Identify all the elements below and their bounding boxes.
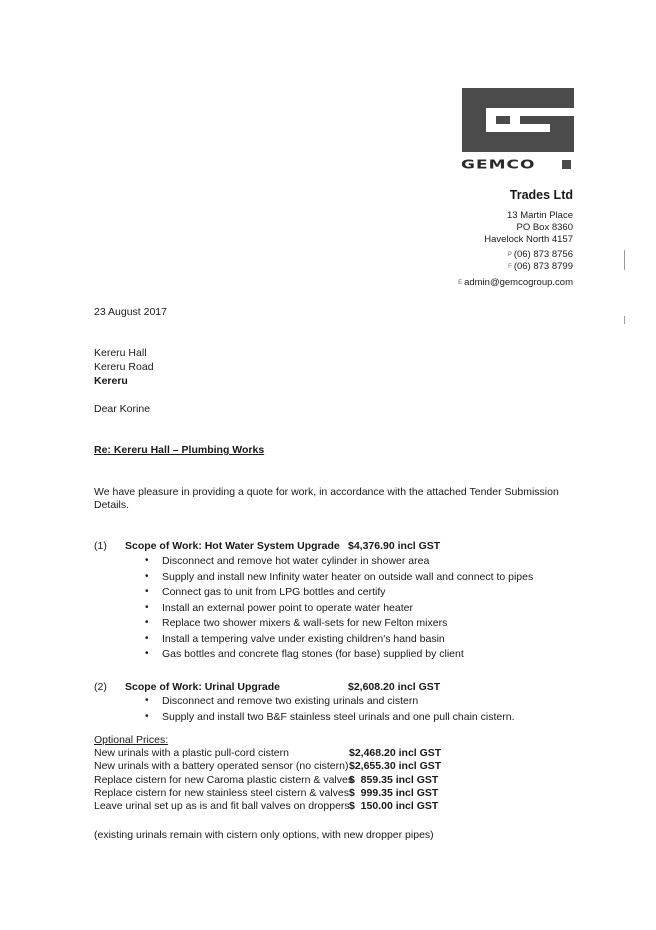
email-address: admin@gemcogroup.com [464,277,573,288]
row-description: New urinals with a battery operated sensor (no cistern) [94,760,349,773]
phone-label: P [507,252,512,258]
table-row [94,760,454,773]
list-item: • Supply and install two B&F stainless steel urinals and one pull chain cistern. [145,710,515,726]
subject-line: Re: Kereru Hall – Plumbing Works [94,444,265,456]
scope2-title: Scope of Work: Urinal Upgrade [125,681,280,693]
address-line3: Havelock North 4157 [484,234,573,245]
list-item: • Install a tempering valve under existing children's hand basin [145,632,533,648]
intro-line1: We have pleasure in providing a quote for work, in accordance with the attached Tender Submission [94,486,559,498]
fax-number: (06) 873 8799 [513,261,573,272]
recipient-line3: Kereru [94,375,128,387]
table-row [94,747,454,760]
scope1-title: Scope of Work: Hot Water System Upgrade [125,540,340,552]
list-item: • Replace two shower mixers & wall-sets for new Felton mixers [145,616,533,632]
row-description: New urinals with a plastic pull-cord cistern [94,747,289,759]
gemco-logo-icon [460,88,576,152]
list-item: • Install an external power point to operate water heater [145,601,533,617]
letter-date: 23 August 2017 [94,306,167,318]
address-line2: PO Box 8360 [516,222,573,233]
row-price: $2,655.30 incl GST [349,760,442,773]
table-row [94,787,454,800]
phone-line [508,249,573,261]
intro-line2: Details. [94,499,130,511]
optional-prices-table [94,747,454,813]
row-price: $ 859.35 incl GST [349,773,439,786]
fax-line [508,261,573,273]
recipient-line2: Kereru Road [94,361,154,373]
optional-note: (existing urinals remain with cistern only options, with new dropper pipes) [94,829,434,841]
row-description: Replace cistern for new stainless steel cistern & valves [94,786,350,799]
list-item: • Disconnect and remove two existing urinals and cistern [145,694,515,710]
scope1-price: $4,376.90 incl GST [348,540,441,552]
table-row [94,774,454,787]
logo-wordmark: GEMCO [461,157,536,172]
list-item: • Disconnect and remove hot water cylinder in shower area [145,554,533,570]
salutation: Dear Korine [94,403,151,415]
fax-label: F [508,264,512,270]
scope2-list [145,694,515,725]
row-description: Replace cistern for new Caroma plastic cistern & valves [94,773,354,786]
email-line [458,277,573,289]
row-price: $ 999.35 incl GST [349,786,439,799]
row-description: Leave urinal set up as is and fit ball valves on droppers [94,800,350,813]
scan-mark [624,316,625,324]
row-price: $2,468.20 incl GST [349,747,442,759]
phone-number: (06) 873 8756 [513,249,573,260]
scope2-number: (2) [94,681,107,693]
scope1-number: (1) [94,540,107,552]
list-item: • Gas bottles and concrete flag stones (for base) supplied by client [145,647,533,663]
address-line1: 13 Martin Place [506,210,573,221]
list-item: • Supply and install new Infinity water heater on outside wall and connect to pipes [145,570,533,586]
list-item: • Connect gas to unit from LPG bottles and certify [145,585,533,601]
recipient-line1: Kereru Hall [94,347,147,359]
scan-mark [624,250,625,270]
row-price: $ 150.00 incl GST [349,800,439,813]
optional-heading: Optional Prices: [94,734,169,746]
table-row [94,800,454,813]
scope2-price: $2,608.20 incl GST [348,681,441,693]
company-name: Trades Ltd [509,188,573,202]
scope1-list [145,554,533,663]
logo-square [562,160,571,169]
email-label: E [458,280,463,286]
